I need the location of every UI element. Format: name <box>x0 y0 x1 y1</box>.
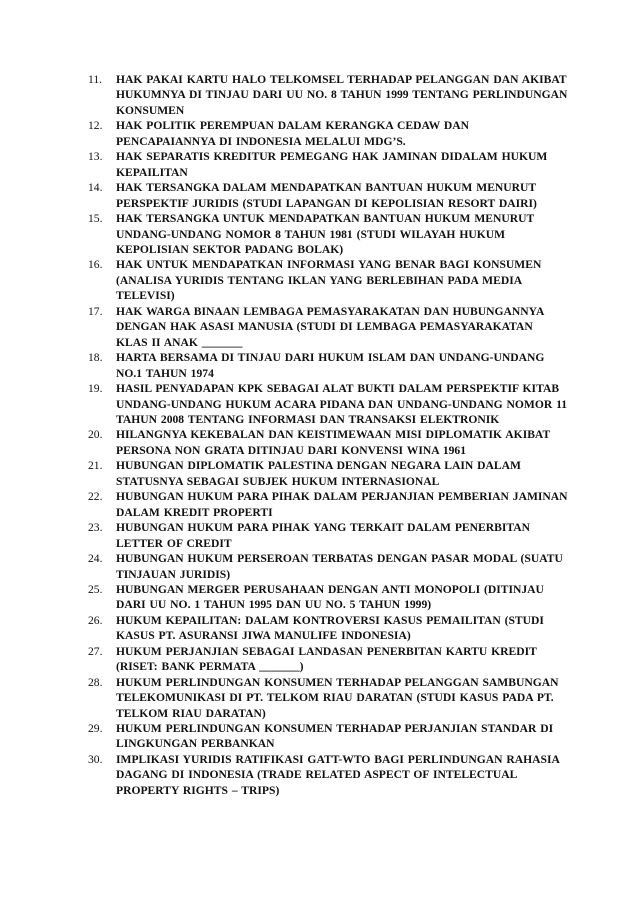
item-number: 20. <box>88 428 103 442</box>
item-number: 23. <box>88 521 103 535</box>
list-item <box>88 644 568 675</box>
list-item <box>88 458 568 489</box>
item-number: 18. <box>88 351 103 365</box>
item-number: 17. <box>88 304 103 318</box>
item-title: HUBUNGAN HUKUM PERSEROAN TERBATAS DENGAN PASAR MODAL (SUATU TINJAUAN JURIDIS) <box>116 552 563 581</box>
item-number: 29. <box>88 722 103 736</box>
item-title: IMPLIKASI YURIDIS RATIFIKASI GATT-WTO BAGI PERLINDUNGAN RAHASIA DAGANG DI INDONESIA (TRADE RELATED ASPECT OF INTELECTUAL PROPERTY RIGHTS – TRIPS) <box>116 752 560 797</box>
item-title: HAK TERSANGKA UNTUK MENDAPATKAN BANTUAN HUKUM MENURUT UNDANG-UNDANG NOMOR 8 TAHUN 1981 (STUDI WILAYAH HUKUM KEPOLISIAN SEKTOR PADANG BOLAK) <box>116 212 535 256</box>
item-number: 15. <box>88 212 103 226</box>
item-number: 25. <box>88 582 103 596</box>
item-number: 22. <box>88 490 103 504</box>
list-item <box>88 427 568 458</box>
list-item <box>88 721 568 752</box>
item-title: HARTA BERSAMA DI TINJAU DARI HUKUM ISLAM DAN UNDANG-UNDANG NO.1 TAHUN 1974 <box>116 351 545 380</box>
list-item <box>88 520 568 551</box>
item-title: HUKUM PERLINDUNGAN KONSUMEN TERHADAP PERJANJIAN STANDAR DI LINGKUNGAN PERBANKAN <box>116 722 554 751</box>
list-item <box>88 257 568 303</box>
item-number: 24. <box>88 552 103 566</box>
item-number: 13. <box>88 150 103 164</box>
item-number: 30. <box>88 752 103 766</box>
item-title: HUBUNGAN MERGER PERUSAHAAN DENGAN ANTI MONOPOLI (DITINJAU DARI UU NO. 1 TAHUN 1995 DAN UU NO. 5 TAHUN 1999) <box>116 582 544 612</box>
item-number: 27. <box>88 644 103 658</box>
item-number: 21. <box>88 459 103 473</box>
item-title: HASIL PENYADAPAN KPK SEBAGAI ALAT BUKTI DALAM PERSPEKTIF KITAB UNDANG-UNDANG HUKUM ACARA PIDANA DAN UNDANG-UNDANG NOMOR 11 TAHUN 2008 TENTANG INFORMASI DAN TRANSAKSI ELEKTRONIK <box>116 382 568 426</box>
item-number: 28. <box>88 675 103 689</box>
item-number: 16. <box>88 258 103 272</box>
item-title: HUKUM PERJANJIAN SEBAGAI LANDASAN PENERBITAN KARTU KREDIT (RISET: BANK PERMATA _______) <box>116 644 537 674</box>
item-number: 12. <box>88 119 103 133</box>
thesis-title-list <box>88 72 568 798</box>
item-title: HAK WARGA BINAAN LEMBAGA PEMASYARAKATAN DAN HUBUNGANNYA DENGAN HAK ASASI MANUSIA (STUDI DI LEMBAGA PEMASYARAKATAN KLAS II ANAK _______ <box>116 304 544 349</box>
list-item <box>88 582 568 613</box>
list-item <box>88 304 568 350</box>
item-title: HAK SEPARATIS KREDITUR PEMEGANG HAK JAMINAN DIDALAM HUKUM KEPAILITAN <box>116 150 548 179</box>
item-title: HAK PAKAI KARTU HALO TELKOMSEL TERHADAP PELANGGAN DAN AKIBAT HUKUMNYA DI TINJAU DARI UU NO. 8 TAHUN 1999 TENTANG PERLINDUNGAN KONSUMEN <box>116 73 568 117</box>
item-number: 14. <box>88 181 103 195</box>
list-item <box>88 675 568 721</box>
item-number: 11. <box>88 73 103 86</box>
list-item <box>88 489 568 520</box>
list-item <box>88 752 568 798</box>
list-item <box>88 613 568 644</box>
item-title: HUKUM PERLINDUNGAN KONSUMEN TERHADAP PELANGGAN SAMBUNGAN TELEKOMUNIKASI DI PT. TELKOM RIAU DARATAN (STUDI KASUS PADA PT. TELKOM RIAU DARATAN) <box>116 675 559 720</box>
item-number: 19. <box>88 382 103 396</box>
list-item <box>88 350 568 381</box>
list-item <box>88 118 568 149</box>
list-item <box>88 149 568 180</box>
item-title: HUBUNGAN HUKUM PARA PIHAK DALAM PERJANJIAN PEMBERIAN JAMINAN DALAM KREDIT PROPERTI <box>116 490 568 519</box>
item-title: HUBUNGAN HUKUM PARA PIHAK YANG TERKAIT DALAM PENERBITAN LETTER OF CREDIT <box>116 521 530 550</box>
list-item <box>88 381 568 427</box>
item-title: HAK TERSANGKA DALAM MENDAPATKAN BANTUAN HUKUM MENURUT PERSPEKTIF JURIDIS (STUDI LAPANGAN DI KEPOLISIAN RESORT DAIRI) <box>116 181 537 210</box>
item-title: HAK UNTUK MENDAPATKAN INFORMASI YANG BENAR BAGI KONSUMEN (ANALISA YURIDIS TENTANG IKLAN YANG BERLEBIHAN PADA MEDIA TELEVISI) <box>116 258 542 303</box>
list-item <box>88 211 568 257</box>
list-item <box>88 180 568 211</box>
list-item <box>88 72 568 118</box>
item-title: HUBUNGAN DIPLOMATIK PALESTINA DENGAN NEGARA LAIN DALAM STATUSNYA SEBAGAI SUBJEK HUKUM INTERNASIONAL <box>116 459 521 488</box>
item-title: HUKUM KEPAILITAN: DALAM KONTROVERSI KASUS PEMAILITAN (STUDI KASUS PT. ASURANSI JIWA MANULIFE INDONESIA) <box>116 613 544 643</box>
list-item <box>88 551 568 582</box>
item-title: HILANGNYA KEKEBALAN DAN KEISTIMEWAAN MISI DIPLOMATIK AKIBAT PERSONA NON GRATA DITINJAU DARI KONVENSI WINA 1961 <box>116 428 550 457</box>
item-title: HAK POLITIK PEREMPUAN DALAM KERANGKA CEDAW DAN PENCAPAIANNYA DI INDONESIA MELALUI MDG’S. <box>116 119 469 148</box>
item-number: 26. <box>88 613 103 627</box>
